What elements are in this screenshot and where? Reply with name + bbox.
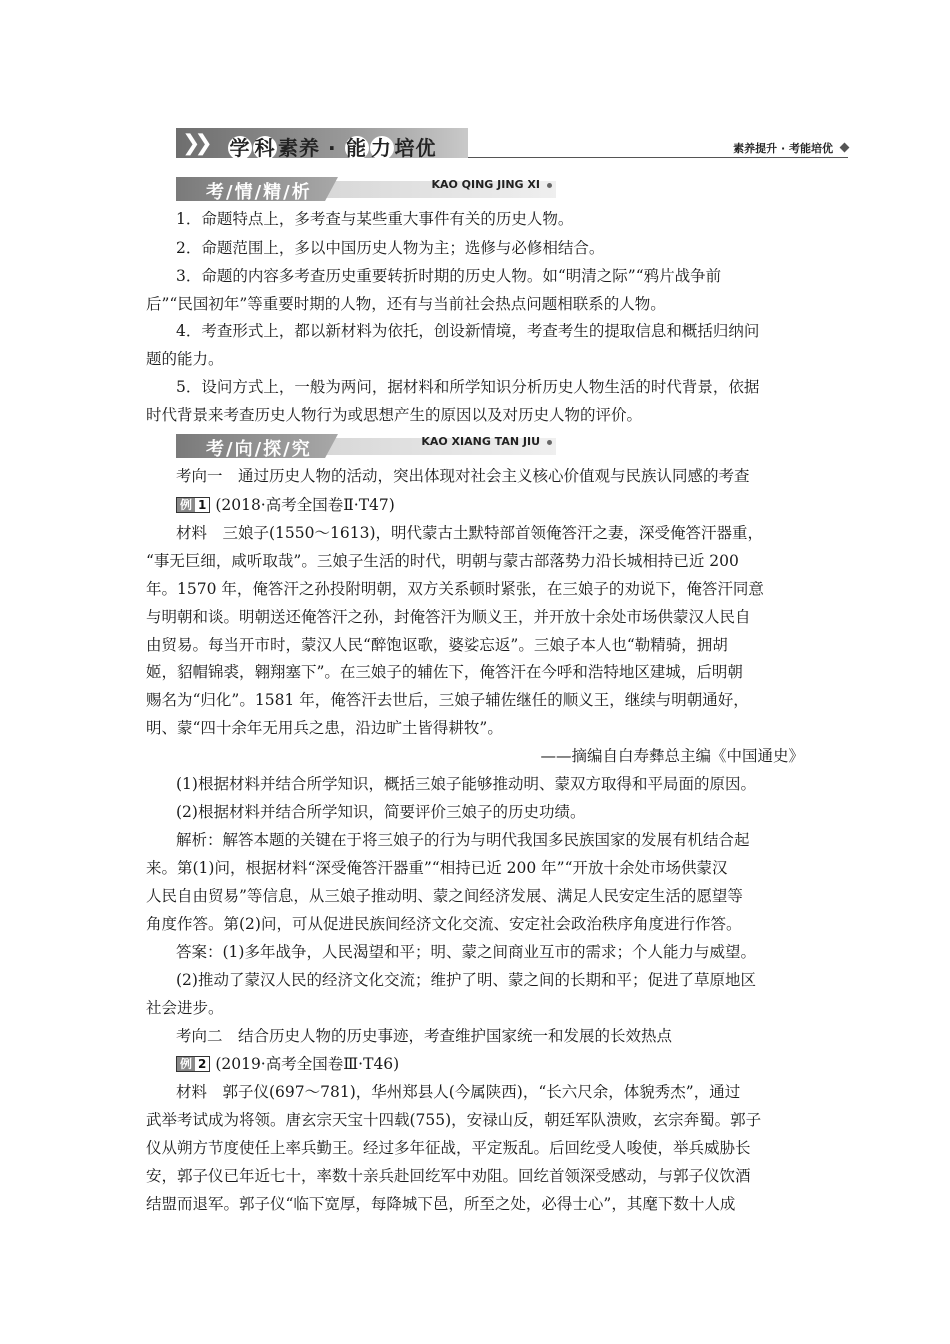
example-badge: 例 1 [176, 497, 210, 513]
text-line: 由贸易。每当开市时，蒙汉人民“醉饱讴歌，婆娑忘返”。三娘子本人也“勒精骑，拥胡 [146, 636, 728, 654]
text-line: 题的能力。 [146, 350, 224, 368]
text-line: 材料 三娘子(1550～1613)，明代蒙古土默特部首领俺答汗之妻，深受俺答汗器重， [176, 524, 763, 542]
text-line: 明、蒙“四十余年无用兵之患，沿边旷土皆得耕牧”。 [146, 719, 503, 737]
banner-title: 学 科 素养 · 能 力 培优 [229, 136, 437, 160]
example-badge: 例 2 [176, 1056, 210, 1072]
text-line: 4．考查形式上，都以新材料为依托，创设新情境，考查考生的提取信息和概括归纳问 [176, 322, 760, 340]
text-line: 角度作答。第(2)问，可从促进民族间经济文化交流、安定社会政治秩序角度进行作答。 [146, 915, 742, 933]
dot-icon [547, 183, 552, 188]
section-header-kaoxiang [176, 434, 556, 458]
section-title: 考/向/探/究 [206, 439, 312, 460]
text-line: 与明朝和谈。明朝送还俺答汗之孙，封俺答汗为顺义王，并开放十余处市场供蒙汉人民自 [146, 608, 751, 626]
chapter-banner [176, 128, 848, 162]
question-line: (1)根据材料并结合所学知识，概括三娘子能够推动明、蒙双方取得和平局面的原因。 [176, 775, 756, 793]
text-line: 赐名为“归化”。1581 年，俺答汗去世后，三娘子辅佐继任的顺义王，继续与明朝通好， [146, 691, 749, 709]
example-heading: 例 1 (2018·高考全国卷Ⅱ·T47) [176, 494, 395, 516]
diamond-icon [840, 143, 850, 153]
dot-icon [547, 440, 552, 445]
answer-line: (2)推动了蒙汉人民的经济文化交流；维护了明、蒙之间的长期和平；促进了草原地区 [176, 971, 756, 989]
subsection-title: 考向二 结合历史人物的历史事迹，考查维护国家统一和发展的长效热点 [176, 1027, 673, 1045]
section-header-kaoqing [176, 177, 556, 201]
text-line: 3．命题的内容多考查历史重要转折时期的历史人物。如“明清之际”“鸦片战争前 [176, 267, 722, 285]
question-line: (2)根据材料并结合所学知识，简要评价三娘子的历史功绩。 [176, 803, 586, 821]
section-pinyin: KAO QING JING XI [431, 178, 540, 191]
banner-rule [468, 157, 848, 158]
text-line: 仪从朔方节度使任上率兵勤王。经过多年征战，平定叛乱。后回纥受人唆使，举兵威胁长 [146, 1139, 751, 1157]
banner-subtitle: 素养提升 · 考能培优 [733, 140, 848, 156]
text-line: 5．设问方式上，一般为两问，据材料和所学知识分析历史人物生活的时代背景，依据 [176, 378, 760, 396]
text-line: 人民自由贸易”等信息，从三娘子推动明、蒙之间经济发展、满足人民安定生活的愿望等 [146, 887, 743, 905]
text-line: 来。第(1)问，根据材料“深受俺答汗器重”“相持已近 200 年”“开放十余处市场供蒙汉 [146, 859, 728, 877]
example-heading: 例 2 (2019·高考全国卷Ⅲ·T46) [176, 1053, 399, 1075]
text-line: 解析：解答本题的关键在于将三娘子的行为与明代我国多民族国家的发展有机结合起 [176, 831, 750, 849]
text-line: 武举考试成为将领。唐玄宗天宝十四载(755)，安禄山反，朝廷军队溃败，玄宗奔蜀。郭子 [146, 1111, 762, 1129]
text-line: 姬，貂帽锦裘，翱翔塞下”。在三娘子的辅佐下，俺答汗在今呼和浩特地区建城，后明朝 [146, 663, 743, 681]
source-citation: ——摘编自白寿彝总主编《中国通史》 [540, 747, 804, 765]
section-title: 考/情/精/析 [206, 182, 312, 203]
text-line: 2．命题范围上，多以中国历史人物为主；选修与必修相结合。 [176, 239, 605, 257]
text-line: “事无巨细，咸听取哉”。三娘子生活的时代，明朝与蒙古部落势力沿长城相持已近 200 [146, 552, 739, 570]
text-line: 年。1570 年，俺答汗之孙投附明朝，双方关系顿时紧张，在三娘子的劝说下，俺答汗同意 [146, 580, 764, 598]
answer-line: 答案：(1)多年战争，人民渴望和平；明、蒙之间商业互市的需求；个人能力与威望。 [176, 943, 756, 961]
banner-bar [176, 128, 468, 158]
subsection-title: 考向一 通过历史人物的活动，突出体现对社会主义核心价值观与民族认同感的考查 [176, 467, 750, 485]
text-line: 安，郭子仪已年近七十，率数十亲兵赴回纥军中劝阻。回纥首领深受感动，与郭子仪饮酒 [146, 1167, 751, 1185]
text-line: 社会进步。 [146, 999, 224, 1017]
text-line: 时代背景来考查历史人物行为或思想产生的原因以及对历史人物的评价。 [146, 406, 643, 424]
double-chevron-icon: ❯❯ [182, 131, 207, 156]
text-line: 结盟而退军。郭子仪“临下宽厚，每降城下邑，所至之处，必得士心”，其麾下数十人成 [146, 1195, 736, 1213]
text-line: 1．命题特点上，多考查与某些重大事件有关的历史人物。 [176, 210, 574, 228]
text-line: 后”“民国初年”等重要时期的人物，还有与当前社会热点问题相联系的人物。 [146, 295, 666, 313]
section-pinyin: KAO XIANG TAN JIU [421, 435, 540, 448]
text-line: 材料 郭子仪(697～781)，华州郑县人(今属陕西)，“长六尺余，体貌秀杰”，通过 [176, 1083, 741, 1101]
